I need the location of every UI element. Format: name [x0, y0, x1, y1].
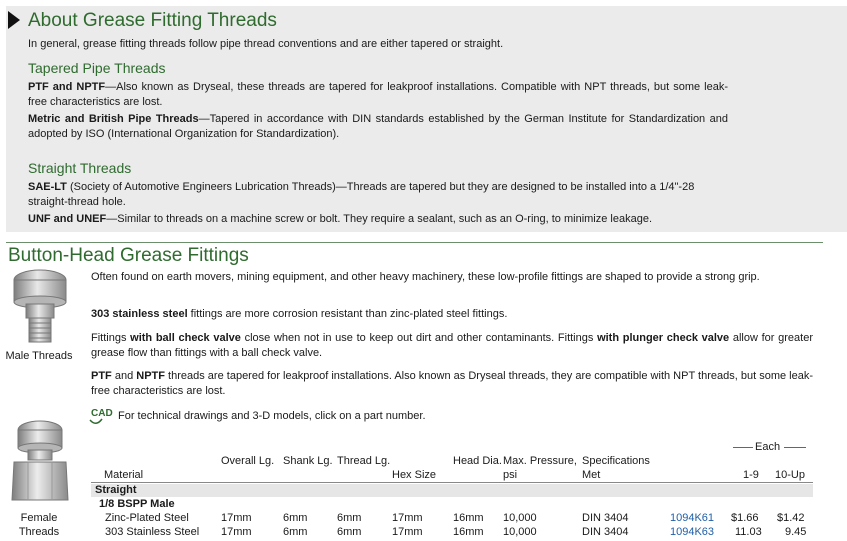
sae-paragraph	[28, 180, 733, 210]
row2-part-number-link[interactable]: 1094K63	[670, 526, 715, 538]
check-valve-text-a: Fittings	[91, 332, 131, 344]
male-fitting-image	[6, 266, 74, 346]
ptf-term: PTF and NPTF	[28, 81, 106, 93]
row1-part-number-link[interactable]: 1094K61	[670, 512, 715, 524]
each-line-right	[784, 447, 806, 448]
section-title: Button-Head Grease Fittings	[8, 245, 249, 266]
check-valve-paragraph	[91, 331, 813, 361]
group-straight: Straight	[95, 484, 137, 496]
row1-thread: 6mm	[337, 512, 362, 524]
row2-price-10-up: 9.45	[785, 526, 807, 538]
male-threads-caption: Male Threads	[5, 350, 73, 362]
ptf-nptf-paragraph	[91, 369, 813, 399]
col-head: Head Dia.	[453, 455, 502, 467]
col-specifications: Specifications Met	[582, 455, 650, 481]
ptf-paragraph	[28, 80, 728, 110]
unf-paragraph	[28, 212, 828, 227]
col-max-pressure: Max. Pressure, psi	[503, 455, 577, 481]
cad-icon[interactable]	[91, 408, 113, 419]
row2-thread: 6mm	[337, 526, 362, 538]
row2-material: 303 Stainless Steel	[105, 526, 200, 538]
ptf-nptf-text: threads are tapered for leakproof installations. Also known as Dryseal threads, they are compatible with NPT threads, but some leak-free characteristics are lost.	[91, 370, 814, 397]
col-thread: Thread Lg.	[337, 455, 391, 467]
row2-head: 16mm	[453, 526, 484, 538]
col-hex: Hex Size	[392, 469, 437, 481]
col-each: Each	[755, 441, 781, 453]
about-title: About Grease Fitting Threads	[28, 10, 277, 31]
ball-check-term: with ball check valve	[130, 332, 241, 344]
table-header-rule	[91, 482, 813, 483]
row1-max: 10,000	[503, 512, 537, 524]
row1-hex: 17mm	[392, 512, 423, 524]
group-band	[91, 484, 813, 497]
check-valve-text-e: allow for greater grease flow than fittings with a ball check valve.	[91, 332, 813, 359]
row1-shank: 6mm	[283, 512, 308, 524]
col-qty-10-up: 10-Up	[775, 469, 805, 481]
row2-spec: DIN 3404	[582, 526, 629, 538]
ptf-text: —Also known as Dryseal, these threads are tapered for leakproof installations. Compatible with NPT threads, but some leak-free characteristics are lost.	[28, 81, 728, 108]
col-qty-1-9: 1-9	[743, 469, 759, 481]
arrow-icon	[8, 11, 20, 29]
row2-max: 10,000	[503, 526, 537, 538]
female-fitting-image	[6, 418, 74, 508]
row1-price-1-9: $1.66	[731, 512, 759, 524]
col-overall: Overall Lg.	[221, 455, 275, 467]
subgroup-bspp: 1/8 BSPP Male	[99, 498, 175, 510]
sae-term: SAE-LT	[28, 181, 67, 193]
row1-material: Zinc-Plated Steel	[105, 512, 189, 524]
cad-note: For technical drawings and 3-D models, click on a part number.	[118, 410, 426, 422]
about-intro: In general, grease fitting threads follow pipe thread conventions and are either tapered or straight.	[28, 38, 504, 50]
metric-text: —Tapered in accordance with DIN standards established by the German Institute for Standardization and adopted by ISO (International Organization for Standardization).	[28, 113, 728, 140]
row2-price-1-9: 11.03	[735, 526, 762, 538]
cad-icon-label: CAD	[91, 408, 113, 419]
plunger-check-term: with plunger check valve	[597, 332, 730, 344]
row1-price-10-up: $1.42	[777, 512, 805, 524]
row2-hex: 17mm	[392, 526, 423, 538]
metric-term: Metric and British Pipe Threads	[28, 113, 199, 125]
row1-spec: DIN 3404	[582, 512, 629, 524]
row2-overall: 17mm	[221, 526, 252, 538]
unf-text: —Similar to threads on a machine screw or bolt. They require a sealant, such as an O-ring, to minimize leakage.	[106, 213, 653, 225]
sae-text: (Society of Automotive Engineers Lubrication Threads)—Threads are tapered but they are designed to be installed into a 1/4"-28 straight-thread hole.	[28, 181, 695, 208]
tapered-heading: Tapered Pipe Threads	[28, 60, 166, 76]
stainless-paragraph	[91, 307, 813, 322]
stainless-text: fittings are more corrosion resistant than zinc-plated steel fittings.	[187, 308, 508, 320]
col-shank: Shank Lg.	[283, 455, 333, 467]
intro-paragraph: Often found on earth movers, mining equipment, and other heavy machinery, these low-profile fittings are shaped to provide a strong grip.	[91, 271, 760, 283]
metric-paragraph	[28, 112, 728, 142]
col-material: Material	[104, 469, 144, 481]
row1-overall: 17mm	[221, 512, 252, 524]
straight-heading: Straight Threads	[28, 160, 132, 176]
section-divider	[6, 242, 823, 243]
check-valve-text-c: close when not in use to keep out dirt and other contaminants. Fittings	[240, 332, 598, 344]
ptf-and: and	[111, 370, 137, 382]
nptf-term: NPTF	[136, 370, 165, 382]
unf-term: UNF and UNEF	[28, 213, 107, 225]
each-line-left	[733, 447, 753, 448]
row2-shank: 6mm	[283, 526, 308, 538]
female-threads-caption: Female Threads	[18, 512, 60, 538]
ptf-term-2: PTF	[91, 370, 112, 382]
row1-head: 16mm	[453, 512, 484, 524]
cad-swoosh-icon	[89, 418, 103, 426]
stainless-term: 303 stainless steel	[91, 308, 188, 320]
